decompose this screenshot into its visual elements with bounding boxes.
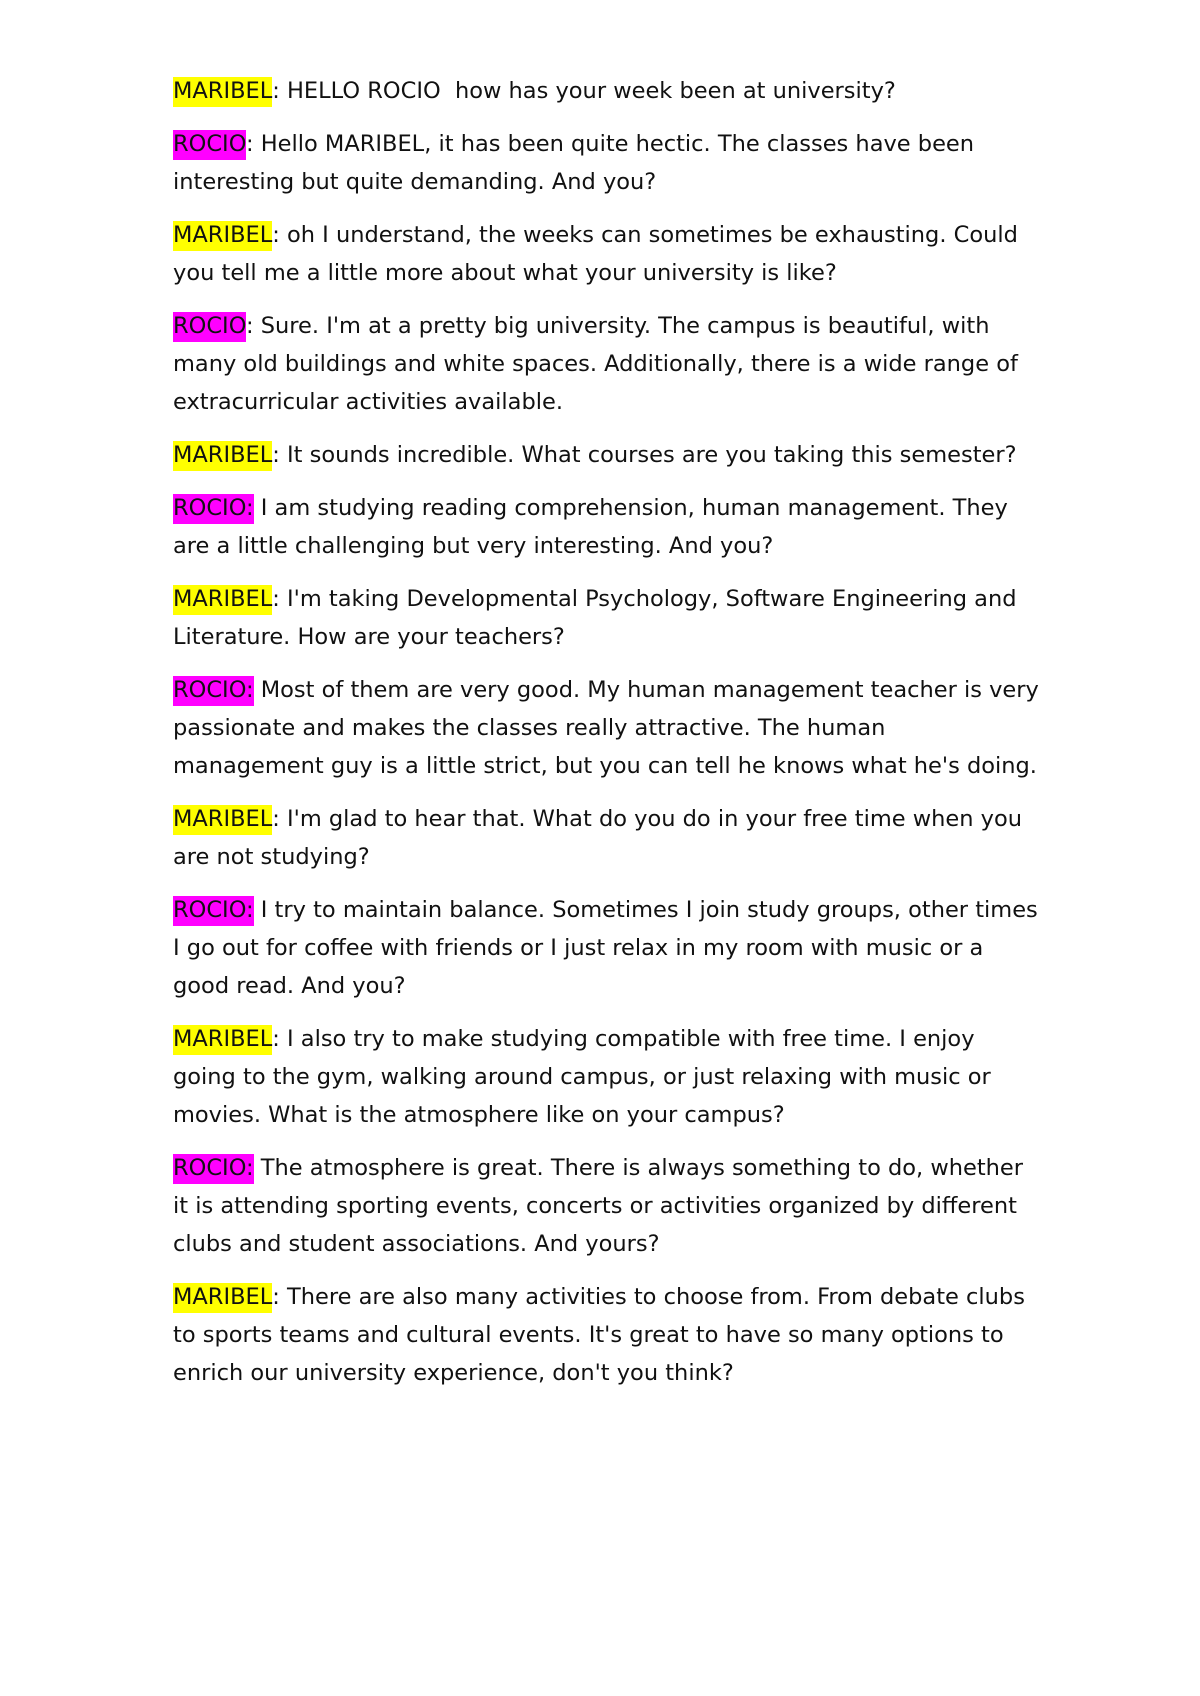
dialogue-line [173,489,1043,565]
dialogue-line [173,216,1043,292]
dialogue-text: Sure. I'm at a pretty big university. The campus is beautiful, with many old buildings and white spaces. Additionally, there is a wide range of extracurricular activities available. [173,313,1026,415]
dialogue-line [173,1020,1043,1134]
speaker-label-rocio: ROCIO [173,312,246,342]
speaker-label-rocio: ROCIO [173,130,246,160]
separator: : [272,78,287,104]
separator [254,677,261,703]
dialogue-text: I also try to make studying compatible with free time. I enjoy going to the gym, walking around campus, or just relaxing with music or movies. What is the atmosphere like on your campus? [173,1026,998,1128]
speaker-label-maribel: MARIBEL [173,77,272,107]
dialogue-text: I'm glad to hear that. What do you do in your free time when you are not studying? [173,806,1030,870]
speaker-label-maribel: MARIBEL [173,805,272,835]
dialogue-text: I am studying reading comprehension, human management. They are a little challenging but very interesting. And you? [173,495,1015,559]
dialogue-line [173,125,1043,201]
speaker-label-rocio: ROCIO: [173,896,254,926]
dialogue-text: I try to maintain balance. Sometimes I join study groups, other times I go out for coffee with friends or I just relax in my room with music or a good read. And you? [173,897,1045,999]
dialogue-line [173,1278,1043,1392]
separator: : [272,806,287,832]
separator: : [272,1026,287,1052]
separator: : [272,222,287,248]
separator: : [272,586,287,612]
dialogue-text: Hello MARIBEL, it has been quite hectic. The classes have been interesting but quite demanding. And you? [173,131,982,195]
dialogue-text: The atmosphere is great. There is always something to do, whether it is attending sporting events, concerts or activities organized by different clubs and student associations. And yours? [173,1155,1031,1257]
dialogue-line [173,72,1043,110]
separator [254,495,261,521]
separator: : [246,131,261,157]
speaker-label-maribel: MARIBEL [173,585,272,615]
document-page [173,72,1047,1407]
dialogue-line [173,436,1043,474]
dialogue-line [173,800,1043,876]
dialogue-text: It sounds incredible. What courses are you taking this semester? [287,442,1017,468]
separator: : [272,1284,287,1310]
speaker-label-maribel: MARIBEL [173,441,272,471]
dialogue-text: I'm taking Developmental Psychology, Software Engineering and Literature. How are your teachers? [173,586,1024,650]
dialogue-text: There are also many activities to choose from. From debate clubs to sports teams and cultural events. It's great to have so many options to enrich our university experience, don't you think? [173,1284,1033,1386]
dialogue-text: oh I understand, the weeks can sometimes be exhausting. Could you tell me a little more about what your university is like? [173,222,1026,286]
separator: : [246,313,261,339]
speaker-label-maribel: MARIBEL [173,1025,272,1055]
speaker-label-rocio: ROCIO: [173,494,254,524]
dialogue-text: HELLO ROCIO how has your week been at university? [287,78,896,104]
dialogue-line [173,580,1043,656]
dialogue-line [173,671,1047,785]
separator [254,1155,261,1181]
dialogue-line [173,1149,1043,1263]
speaker-label-maribel: MARIBEL [173,221,272,251]
speaker-label-rocio: ROCIO: [173,676,254,706]
dialogue-line [173,891,1043,1005]
dialogue-line [173,307,1043,421]
dialogue-text: Most of them are very good. My human management teacher is very passionate and makes the classes really attractive. The human management guy is a little strict, but you can tell he knows what he's doing. [173,677,1047,779]
separator: : [272,442,287,468]
speaker-label-maribel: MARIBEL [173,1283,272,1313]
separator [254,897,261,923]
speaker-label-rocio: ROCIO: [173,1154,254,1184]
